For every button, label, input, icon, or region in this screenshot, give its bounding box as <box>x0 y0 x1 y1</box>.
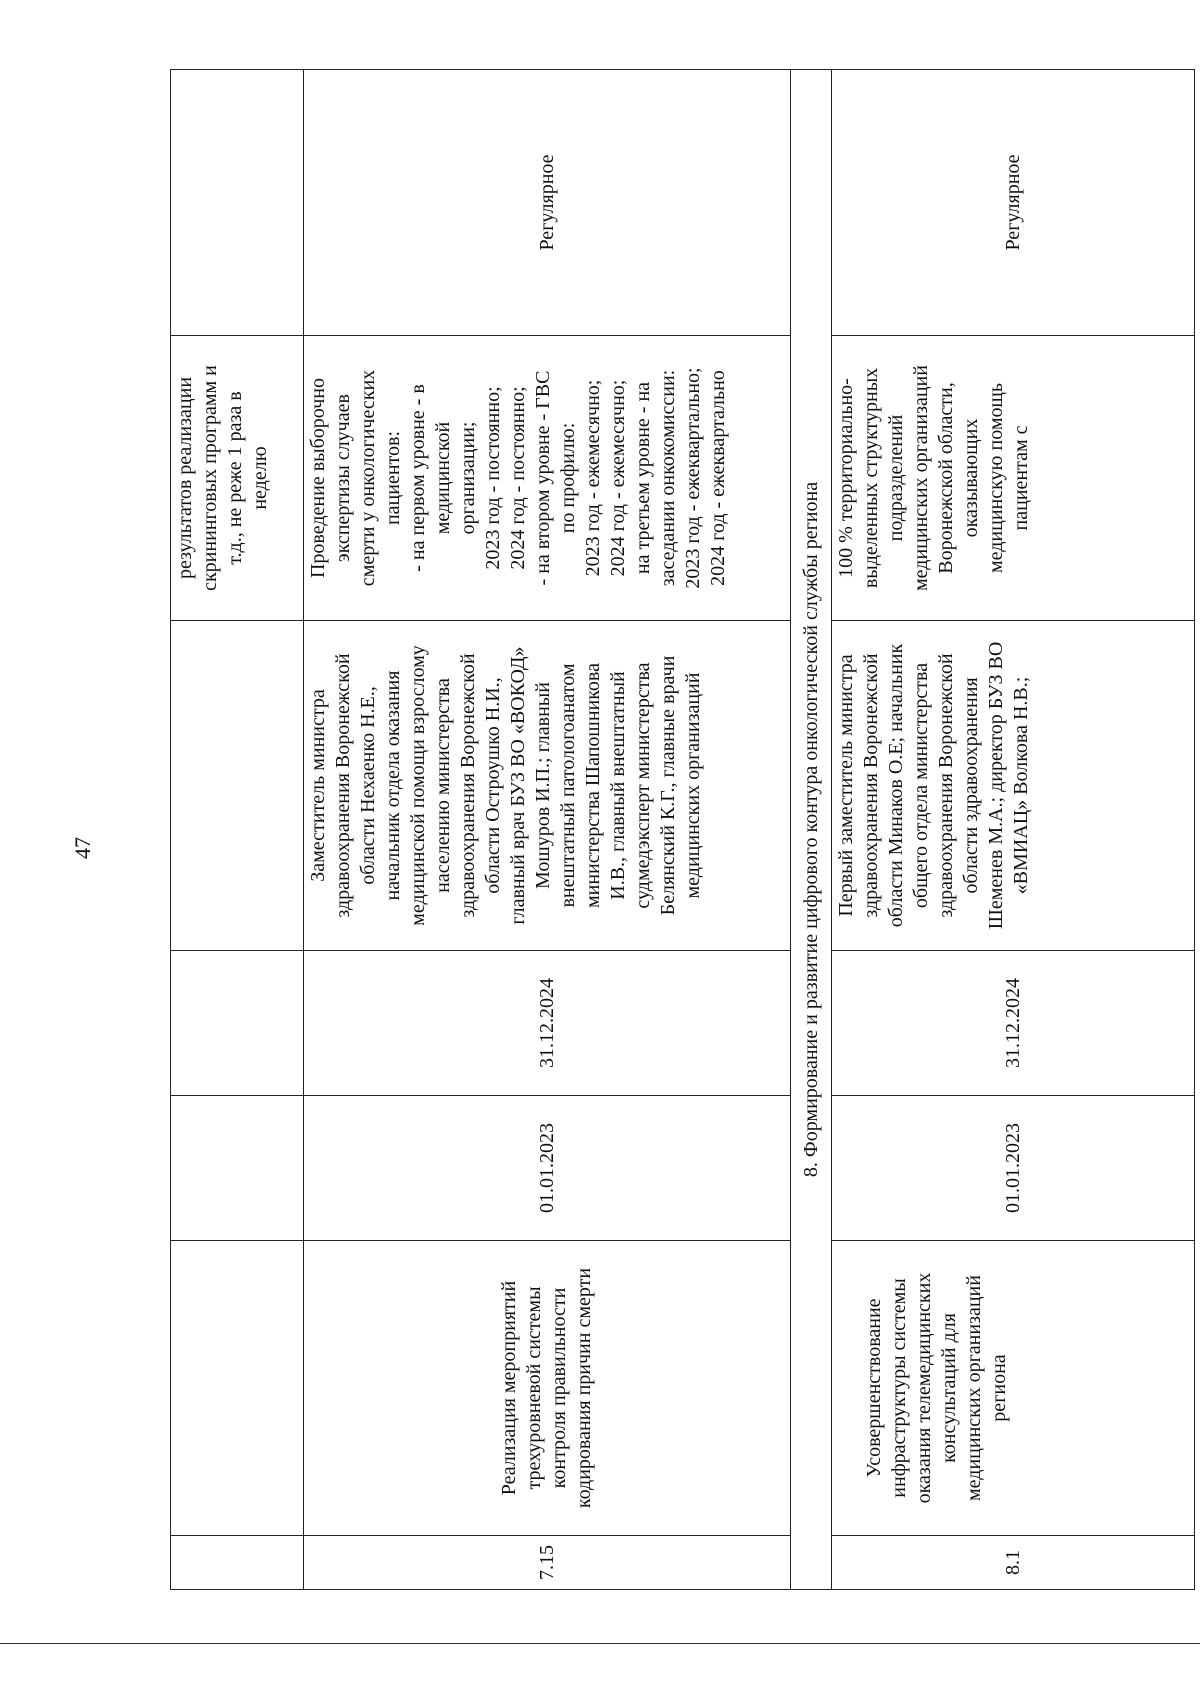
responsible-line: внештатный патологоанатом <box>557 663 579 908</box>
target-line: подразделений <box>885 414 907 542</box>
responsible-line: судмедэксперт министерства <box>632 662 654 909</box>
title-line: Усовершенствование <box>863 1298 885 1478</box>
title-line: оказания телемедицинских <box>913 1272 935 1504</box>
responsible-line: населению министерства <box>432 678 454 893</box>
responsible-line: медицинских организаций <box>682 672 704 899</box>
target-line: выделенных структурных <box>860 367 882 589</box>
target-line: 2023 год - постоянно; <box>482 386 504 570</box>
target-line: 2023 год - ежеквартально; <box>682 367 704 589</box>
cell-start-date: 01.01.2023 <box>832 1096 1195 1241</box>
title-line: трехуровневой системы <box>523 1286 545 1490</box>
target-line: пациентам с <box>1010 425 1032 531</box>
activity-table <box>170 69 1195 1590</box>
target-line: 2024 год - постоянно; <box>507 386 529 570</box>
cell-num: 7.15 <box>304 1536 791 1590</box>
target-line: 100 % территориально- <box>835 378 857 578</box>
rotated-table-container <box>170 70 1170 1590</box>
responsible-line: Заместитель министра <box>307 689 329 882</box>
target-line: организации; <box>457 421 479 535</box>
responsible-line: «ВМИАЦ» Волкова Н.В.; <box>1010 676 1032 895</box>
target-line: смерти у онкологических <box>357 369 379 587</box>
responsible-line: здравоохранения Воронежской <box>860 653 882 918</box>
table-row-7-15 <box>304 70 791 1590</box>
responsible-line: И.В., главный внештатный <box>607 671 629 900</box>
target-line: заседании онкокомиссии: <box>657 369 679 587</box>
responsible-line: области Остроушко Н.И., <box>482 677 504 894</box>
target-line: 2024 год - ежеквартально <box>707 370 729 586</box>
target-line: медицинскую помощь <box>985 383 1007 574</box>
responsible-line: Белянский К.Г., главные врачи <box>657 655 679 916</box>
responsible-line: Первый заместитель министра <box>835 654 857 917</box>
section-title: 8. Формирование и развитие цифрового контура онкологической службы региона <box>791 70 832 1590</box>
target-line: результатов реализации <box>174 376 196 580</box>
title-line: медицинских организаций <box>963 1275 985 1501</box>
title-line: Реализация мероприятий <box>498 1280 520 1496</box>
target-line: медицинских организаций <box>910 365 932 591</box>
target-line: неделю <box>249 446 271 510</box>
cell-num <box>171 1536 304 1590</box>
table-row-continuation <box>171 70 304 1590</box>
cell-target <box>832 336 1195 621</box>
responsible-line: Шеменев М.А.; директор БУЗ ВО <box>985 641 1007 930</box>
title-line: кодирования причин смерти <box>573 1267 595 1509</box>
target-line: на третьем уровне - на <box>632 381 654 575</box>
cell-start <box>171 1096 304 1241</box>
title-line: инфраструктуры системы <box>888 1278 910 1498</box>
target-line: Проведение выборочно <box>307 377 329 579</box>
cell-type: Регулярное <box>832 70 1195 336</box>
responsible-line: области здравоохранения <box>960 677 982 894</box>
target-line: оказывающих <box>960 418 982 538</box>
cell-type <box>171 70 304 336</box>
cell-start-date: 01.01.2023 <box>304 1096 791 1241</box>
cell-title <box>304 1241 791 1536</box>
page-number: 47 <box>70 837 95 859</box>
cell-target <box>171 336 304 621</box>
responsible-line: начальник отдела оказания <box>382 670 404 901</box>
target-line: 2024 год - ежемесячно; <box>607 379 629 577</box>
cell-type: Регулярное <box>304 70 791 336</box>
responsible-line: области Нехаенко Н.Е., <box>357 686 379 885</box>
target-line: пациентов: <box>382 430 404 526</box>
responsible-line: здравоохранения Воронежской <box>457 653 479 918</box>
target-line: - на первом уровне - в <box>407 384 429 572</box>
target-line: скрининговых программ и <box>199 365 221 591</box>
cell-responsible <box>832 621 1195 951</box>
cell-responsible <box>171 621 304 951</box>
cell-title <box>171 1241 304 1536</box>
responsible-line: министерства Шапошникова <box>582 663 604 908</box>
target-line: - на втором уровне - ГВС <box>532 370 554 586</box>
cell-end <box>171 951 304 1096</box>
cell-title <box>832 1241 1195 1536</box>
section-row-8 <box>791 70 832 1590</box>
cell-responsible <box>304 621 791 951</box>
cell-target <box>304 336 791 621</box>
target-line: Воронежской области, <box>935 382 957 574</box>
cell-num: 8.1 <box>832 1536 1195 1590</box>
responsible-line: Мошуров И.П.; главный <box>532 682 554 889</box>
page-bottom-rule <box>0 1643 1200 1644</box>
title-line: консультаций для <box>938 1313 960 1463</box>
responsible-line: медицинской помощи взрослому <box>407 645 429 926</box>
responsible-line: здравоохранения Воронежской <box>935 653 957 918</box>
title-line: региона <box>988 1354 1010 1422</box>
responsible-line: общего отдела министерства <box>910 662 932 909</box>
responsible-line: здравоохранения Воронежской <box>332 653 354 918</box>
table-row-8-1 <box>832 70 1195 1590</box>
title-line: контроля правильности <box>548 1287 570 1489</box>
target-line: 2023 год - ежемесячно; <box>582 379 604 577</box>
target-line: медицинской <box>432 421 454 535</box>
responsible-line: главный врач БУЗ ВО «ВОКОД» <box>507 646 529 925</box>
target-line: по профилю: <box>557 422 579 534</box>
cell-end-date: 31.12.2024 <box>304 951 791 1096</box>
target-line: т.д., не реже 1 раза в <box>224 391 246 565</box>
responsible-line: области Минаков О.Е; начальник <box>885 643 907 928</box>
cell-end-date: 31.12.2024 <box>832 951 1195 1096</box>
target-line: экспертизы случаев <box>332 394 354 562</box>
